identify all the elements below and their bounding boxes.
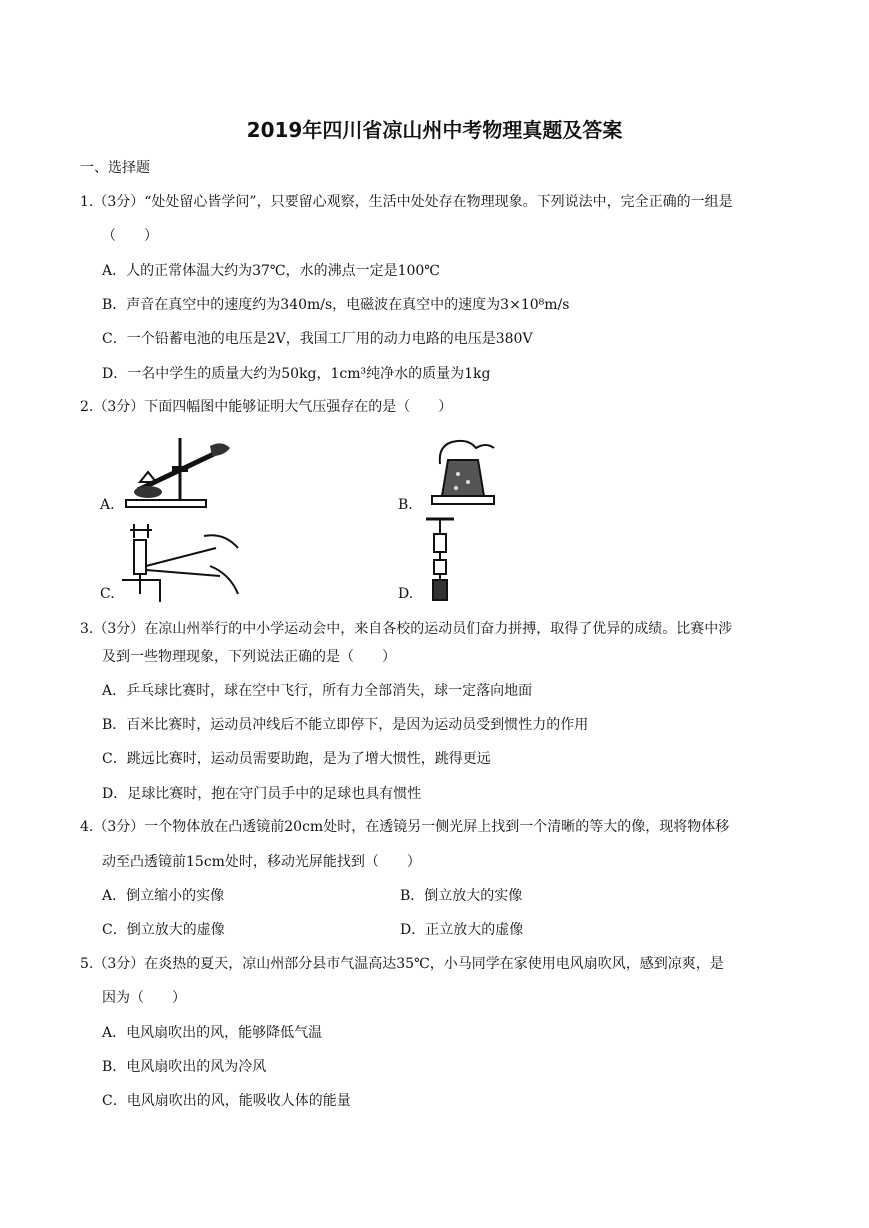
- q2-option-a-label: A.: [100, 497, 115, 513]
- q4-option-b: B．倒立放大的实像: [400, 888, 523, 904]
- q1-option-a: A．人的正常体温大约为37℃，水的沸点一定是100℃: [102, 263, 440, 279]
- q2-option-b-label: B.: [398, 497, 413, 513]
- q3-stem-cont: 及到一些物理现象，下列说法正确的是（ ）: [102, 649, 396, 665]
- q1-option-c: C．一个铅蓄电池的电压是2V，我国工厂用的动力电路的电压是380V: [102, 331, 533, 347]
- q2-option-d-label: D.: [398, 586, 414, 602]
- q2-stem: 2.（3分）下面四幅图中能够证明大气压强存在的是（ ）: [80, 399, 453, 415]
- q1-stem-bracket: （ ）: [102, 228, 158, 244]
- q2-figure-d-spring-scale: [424, 516, 456, 602]
- section-heading: 一、选择题: [80, 160, 150, 176]
- q4-option-c: C．倒立放大的虚像: [102, 922, 225, 938]
- q2-option-c-label: C.: [100, 586, 115, 602]
- q2-figure-b-hand-on-cup: [428, 434, 500, 508]
- q2-figure-a-flask-heating: [118, 432, 240, 510]
- q4-stem: 4.（3分）一个物体放在凸透镜前20cm处时，在透镜另一侧光屏上找到一个清晰的等大的像，现将物体移: [80, 819, 730, 835]
- q5-stem-cont: 因为（ ）: [102, 990, 186, 1006]
- q3-option-b: B．百米比赛时，运动员冲线后不能立即停下，是因为运动员受到惯性力的作用: [102, 717, 589, 733]
- q1-stem: 1.（3分）“处处留心皆学问”，只要留心观察，生活中处处存在物理现象。下列说法中，完全正确的一组是: [80, 194, 733, 210]
- q5-option-b: B．电风扇吹出的风为冷风: [102, 1059, 267, 1075]
- q4-option-d: D．正立放大的虚像: [400, 922, 524, 938]
- q3-option-d: D．足球比赛时，抱在守门员手中的足球也具有惯性: [102, 786, 422, 802]
- q3-option-a: A．乒乓球比赛时，球在空中飞行，所有力全部消失，球一定落向地面: [102, 683, 533, 699]
- q1-option-d: D．一名中学生的质量大约为50kg，1cm³纯净水的质量为1kg: [102, 366, 491, 382]
- q3-stem: 3.（3分）在凉山州举行的中小学运动会中，来自各校的运动员们奋力拼搏，取得了优异的成绩。比赛中涉: [80, 621, 733, 637]
- page-title: 2019年四川省凉山州中考物理真题及答案: [246, 118, 623, 142]
- q4-option-a: A．倒立缩小的实像: [102, 888, 225, 904]
- q5-stem: 5.（3分）在炎热的夏天，凉山州部分县市气温高达35℃，小马同学在家使用电风扇吹风，感到凉爽，是: [80, 956, 724, 972]
- q1-option-b: B．声音在真空中的速度约为340m/s，电磁波在真空中的速度为3×10⁸m/s: [102, 297, 570, 313]
- q5-option-c: C．电风扇吹出的风，能吸收人体的能量: [102, 1093, 351, 1109]
- q3-option-c: C．跳远比赛时，运动员需要助跑，是为了增大惯性，跳得更远: [102, 751, 491, 767]
- q4-stem-cont: 动至凸透镜前15cm处时，移动光屏能找到（ ）: [102, 854, 421, 870]
- q5-option-a: A．电风扇吹出的风，能够降低气温: [102, 1025, 323, 1041]
- q2-figure-c-pulling-rope: [120, 518, 244, 602]
